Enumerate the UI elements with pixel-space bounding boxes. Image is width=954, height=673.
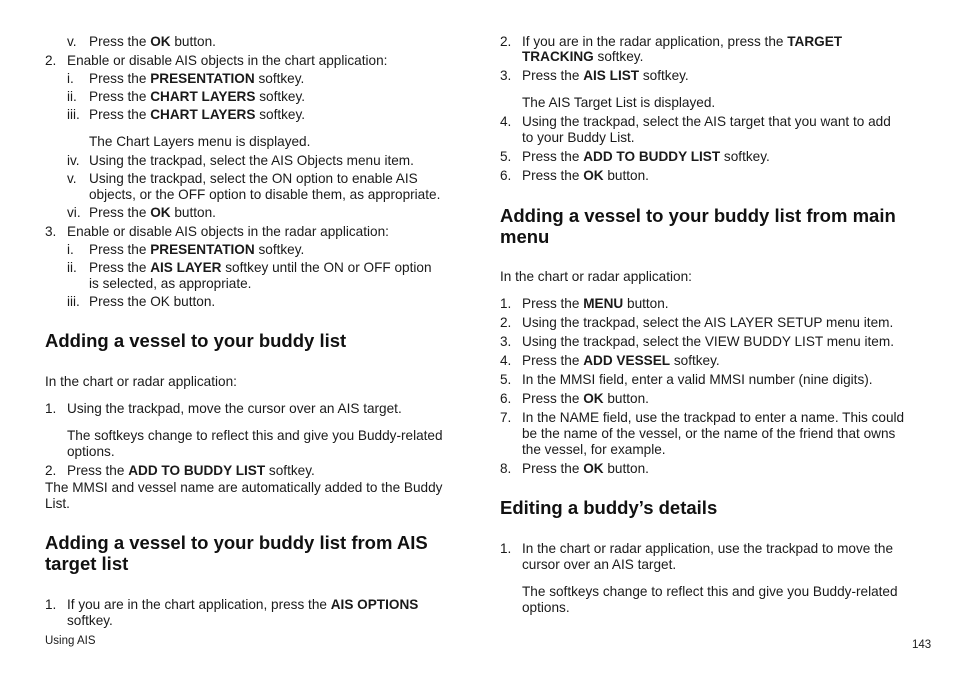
list-item-number: iii.	[67, 107, 80, 122]
ui-control-name: PRESENTATION	[150, 242, 255, 257]
ui-control-name: OK	[583, 168, 604, 183]
list-item-number: 1.	[45, 401, 57, 416]
list-item-number: iv.	[67, 153, 80, 168]
line-text: Press the PRESENTATION softkey.	[89, 242, 305, 257]
line-text: Using the trackpad, select the ON option to enable AIS	[89, 171, 418, 186]
list-item-number: 2.	[45, 53, 57, 68]
list-item-number: i.	[67, 242, 74, 257]
line-text: The MMSI and vessel name are automatically added to the Buddy	[45, 480, 443, 495]
ui-control-name: OK	[150, 205, 171, 220]
list-item-number: 1.	[500, 541, 512, 556]
list-item-number: 2.	[500, 34, 512, 49]
line-text: Press the PRESENTATION softkey.	[89, 71, 305, 86]
line-text: softkey.	[67, 613, 113, 628]
line-text: Press the CHART LAYERS softkey.	[89, 107, 306, 122]
ui-control-name: OK	[150, 34, 171, 49]
list-item-number: 1.	[45, 597, 57, 612]
page-number: 143	[912, 639, 932, 651]
list-item-number: 2.	[45, 463, 57, 478]
section-heading: Adding a vessel to your buddy list from AIS	[45, 532, 428, 553]
line-text: Using the trackpad, select the VIEW BUDDY LIST menu item.	[522, 334, 894, 349]
line-text: TRACKING softkey.	[522, 49, 644, 64]
footer-section-title: Using AIS	[45, 635, 96, 647]
list-item-number: 6.	[500, 168, 512, 183]
list-item-number: i.	[67, 71, 74, 86]
ui-control-name: AIS LAYER	[150, 260, 222, 275]
line-text: Using the trackpad, move the cursor over an AIS target.	[67, 401, 402, 416]
line-text: cursor over an AIS target.	[522, 557, 677, 572]
list-item-number: 1.	[500, 296, 512, 311]
line-text: to your Buddy List.	[522, 130, 635, 145]
ui-control-name: PRESENTATION	[150, 71, 255, 86]
ui-control-name: CHART LAYERS	[150, 89, 256, 104]
line-text: If you are in the chart application, press the AIS OPTIONS	[67, 597, 419, 612]
list-item-number: iii.	[67, 294, 80, 309]
list-item-number: 7.	[500, 410, 512, 425]
list-item-number: 4.	[500, 114, 512, 129]
line-text: be the name of the vessel, or the name of the friend that owns	[522, 426, 896, 441]
ui-control-name: ADD TO BUDDY LIST	[128, 463, 266, 478]
line-text: In the chart or radar application, use the trackpad to move the	[522, 541, 894, 556]
list-item-number: 3.	[500, 334, 512, 349]
ui-control-name: AIS LIST	[583, 68, 640, 83]
ui-control-name: TARGET	[787, 34, 843, 49]
line-text: In the chart or radar application:	[45, 374, 237, 389]
line-text: List.	[45, 496, 70, 511]
line-text: Press the OK button.	[522, 461, 649, 476]
line-text: Using the trackpad, select the AIS Objects menu item.	[89, 153, 414, 168]
line-text: In the chart or radar application:	[500, 269, 692, 284]
line-text: options.	[67, 444, 115, 459]
section-heading: Adding a vessel to your buddy list	[45, 330, 347, 351]
list-item-number: 4.	[500, 353, 512, 368]
ui-control-name: OK	[583, 461, 604, 476]
section-heading: Adding a vessel to your buddy list from main	[500, 205, 896, 226]
list-item-number: 5.	[500, 372, 512, 387]
line-text: options.	[522, 600, 570, 615]
list-item-number: 3.	[500, 68, 512, 83]
ui-control-name: TRACKING	[522, 49, 594, 64]
ui-control-name: ADD TO BUDDY LIST	[583, 149, 721, 164]
line-text: The AIS Target List is displayed.	[522, 95, 716, 110]
list-item-number: 6.	[500, 391, 512, 406]
list-item-number: ii.	[67, 260, 77, 275]
list-item-number: vi.	[67, 205, 81, 220]
list-item-number: v.	[67, 171, 77, 186]
line-text: objects, or the OFF option to disable them, as appropriate.	[89, 187, 441, 202]
line-text: If you are in the radar application, press the TARGET	[522, 34, 843, 49]
ui-control-name: AIS OPTIONS	[330, 597, 419, 612]
list-item-number: 5.	[500, 149, 512, 164]
line-text: Press the AIS LIST softkey.	[522, 68, 689, 83]
line-text: Press the ADD TO BUDDY LIST softkey.	[67, 463, 315, 478]
section-heading: Editing a buddy’s details	[500, 497, 718, 518]
line-text: The Chart Layers menu is displayed.	[89, 134, 311, 149]
ui-control-name: OK	[583, 391, 604, 406]
list-item-number: v.	[67, 34, 77, 49]
line-text: The softkeys change to reflect this and give you Buddy-related	[522, 584, 898, 599]
list-item-number: 2.	[500, 315, 512, 330]
line-text: In the NAME field, use the trackpad to enter a name. This could	[522, 410, 905, 425]
section-heading: target list	[45, 553, 129, 574]
line-text: Press the CHART LAYERS softkey.	[89, 89, 306, 104]
line-text: Press the OK button.	[89, 294, 216, 309]
ui-control-name: MENU	[583, 296, 624, 311]
line-text: is selected, as appropriate.	[89, 276, 252, 291]
line-text: Press the MENU button.	[522, 296, 669, 311]
line-text: Press the OK button.	[89, 205, 216, 220]
line-text: Enable or disable AIS objects in the chart application:	[67, 53, 388, 68]
line-text: Press the OK button.	[89, 34, 216, 49]
line-text: Press the OK button.	[522, 391, 649, 406]
line-text: Press the AIS LAYER softkey until the ON or OFF option	[89, 260, 432, 275]
line-text: Press the ADD TO BUDDY LIST softkey.	[522, 149, 770, 164]
ui-control-name: CHART LAYERS	[150, 107, 256, 122]
line-text: Enable or disable AIS objects in the radar application:	[67, 224, 389, 239]
list-item-number: 8.	[500, 461, 512, 476]
line-text: In the MMSI field, enter a valid MMSI number (nine digits).	[522, 372, 873, 387]
line-text: Using the trackpad, select the AIS target that you want to add	[522, 114, 891, 129]
list-item-number: 3.	[45, 224, 57, 239]
line-text: Press the OK button.	[522, 168, 649, 183]
line-text: The softkeys change to reflect this and give you Buddy-related	[67, 428, 443, 443]
line-text: Press the ADD VESSEL softkey.	[522, 353, 720, 368]
ui-control-name: ADD VESSEL	[583, 353, 671, 368]
list-item-number: ii.	[67, 89, 77, 104]
line-text: Using the trackpad, select the AIS LAYER SETUP menu item.	[522, 315, 894, 330]
section-heading: menu	[500, 226, 550, 247]
line-text: the vessel, for example.	[522, 442, 666, 457]
